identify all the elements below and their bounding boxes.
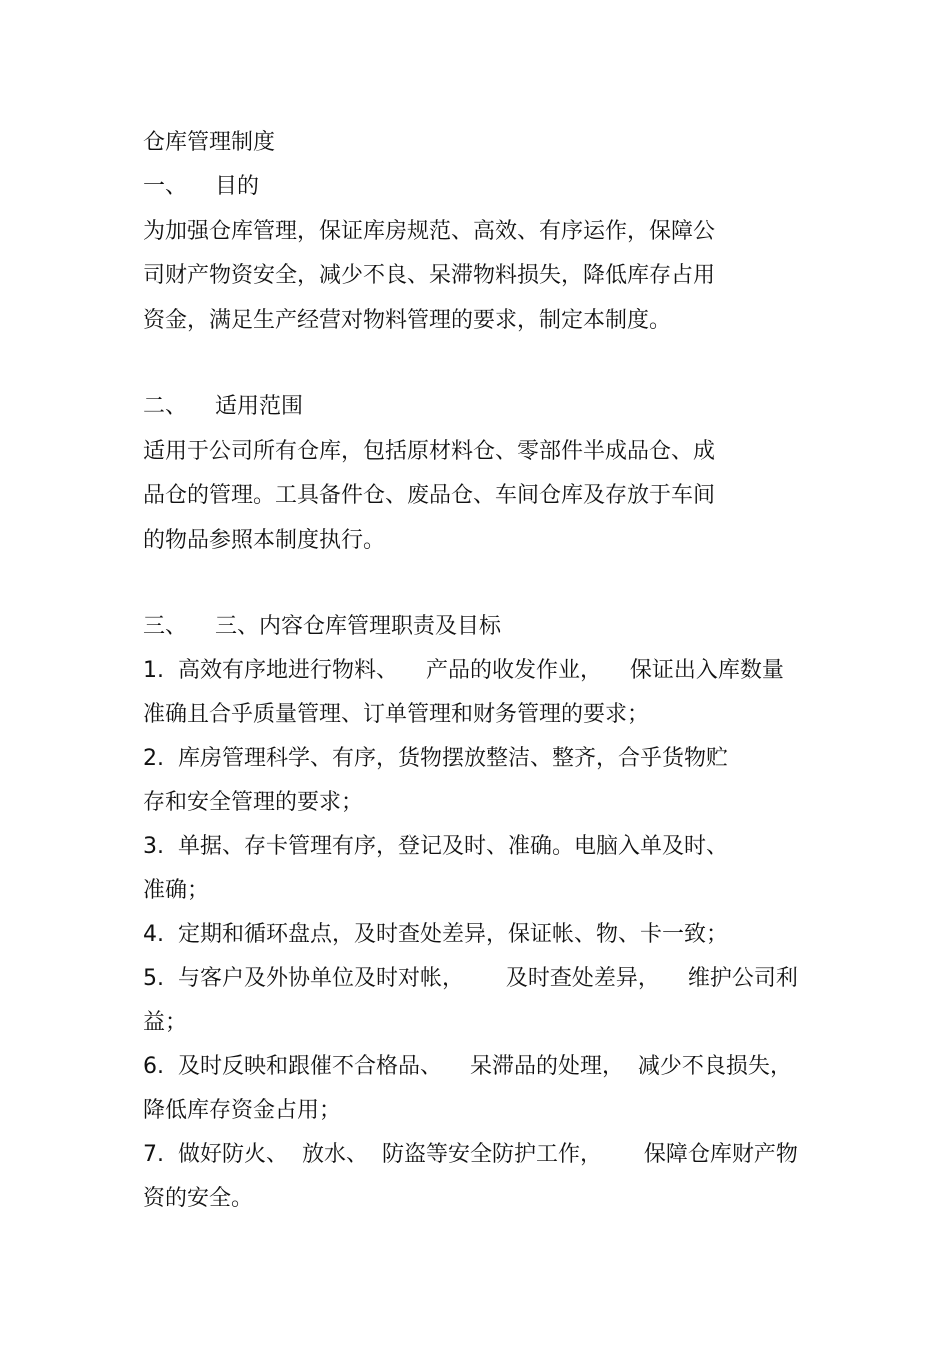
section-2-line-3: 的物品参照本制度执行。 bbox=[143, 528, 386, 553]
section-3-line-3: 2. 库房管理科学、有序，货物摆放整洁、整齐，合乎货物贮 bbox=[143, 746, 728, 771]
section-2-line-1: 适用于公司所有仓库，包括原材料仓、零部件半成品仓、成 bbox=[143, 439, 716, 464]
section-3-line-2: 准确且合乎质量管理、订单管理和财务管理的要求； bbox=[143, 702, 650, 727]
section-3-line-8: 5. 与客户及外协单位及时对帐， 及时查处差异， 维护公司利 bbox=[143, 966, 798, 991]
section-2-line-2: 品仓的管理。工具备件仓、废品仓、车间仓库及存放于车间 bbox=[143, 483, 716, 508]
section-3-line-5: 3. 单据、存卡管理有序，登记及时、准确。电脑入单及时、 bbox=[143, 834, 728, 859]
document-title: 仓库管理制度 bbox=[143, 130, 276, 155]
section-1-line-3: 资金，满足生产经营对物料管理的要求，制定本制度。 bbox=[143, 308, 672, 333]
section-3-line-4: 存和安全管理的要求； bbox=[143, 790, 364, 815]
section-1-line-2: 司财产物资安全，减少不良、呆滞物料损失，降低库存占用 bbox=[143, 263, 716, 288]
section-1-heading: 一、 目的 bbox=[143, 174, 259, 199]
section-3-heading: 三、 三、内容仓库管理职责及目标 bbox=[143, 614, 501, 639]
section-3-line-9: 益； bbox=[143, 1010, 188, 1035]
section-2-heading: 二、 适用范围 bbox=[143, 394, 303, 419]
section-3-line-13: 资的安全。 bbox=[143, 1186, 254, 1211]
section-3-line-10: 6. 及时反映和跟催不合格品、 呆滞品的处理， 减少不良损失， bbox=[143, 1054, 792, 1079]
section-3-line-11: 降低库存资金占用； bbox=[143, 1098, 342, 1123]
section-1-line-1: 为加强仓库管理，保证库房规范、高效、有序运作，保障公 bbox=[143, 219, 716, 244]
section-3-line-7: 4. 定期和循环盘点，及时查处差异，保证帐、物、卡一致； bbox=[143, 922, 728, 947]
section-3-line-1: 1. 高效有序地进行物料、 产品的收发作业， 保证出入库数量 bbox=[143, 658, 784, 683]
section-3-line-12: 7. 做好防火、 放水、 防盗等安全防护工作， 保障仓库财产物 bbox=[143, 1142, 798, 1167]
section-3-line-6: 准确； bbox=[143, 878, 210, 903]
